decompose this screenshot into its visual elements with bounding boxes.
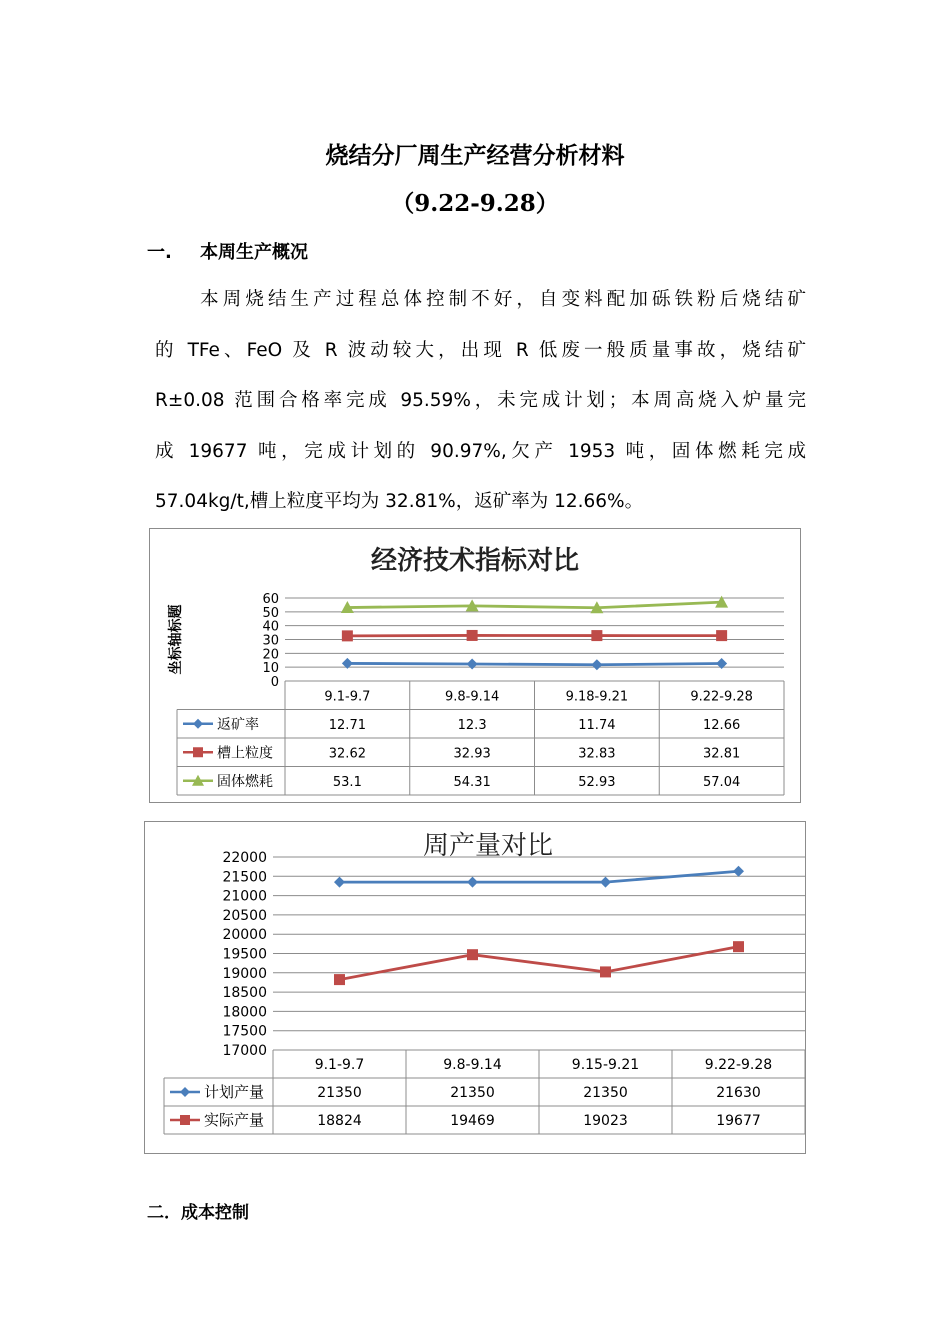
x-tick-label: 9.22-9.28: [704, 1057, 773, 1073]
data-point: [180, 1115, 190, 1125]
date-range: （9.22-9.28）: [391, 190, 559, 217]
y-tick-label: 50: [262, 605, 279, 621]
y-tick-label: 21500: [222, 869, 267, 886]
data-point: [334, 974, 345, 985]
data-point: [467, 949, 478, 960]
series-line: [347, 602, 721, 608]
data-point: [334, 877, 345, 888]
legend-label: 计划产量: [204, 1083, 265, 1101]
table-cell-value: 32.81: [703, 746, 741, 762]
table-cell-value: 21350: [583, 1085, 628, 1101]
y-tick-label: 20000: [222, 927, 267, 944]
y-tick-label: 10: [262, 661, 279, 677]
y-tick-label: 21000: [222, 888, 267, 905]
data-point: [733, 866, 744, 877]
data-point: [180, 1087, 190, 1097]
x-tick-label: 9.15-9.21: [571, 1057, 640, 1073]
document-title: 烧结分厂周生产经营分析材料: [325, 142, 625, 169]
data-point: [467, 630, 478, 641]
table-cell-value: 32.93: [453, 746, 491, 762]
y-tick-label: 40: [262, 619, 279, 635]
data-point: [193, 719, 203, 729]
table-cell-value: 32.83: [578, 746, 616, 762]
series-line: [340, 947, 739, 980]
y-tick-label: 20500: [222, 907, 267, 924]
y-tick-label: 18000: [222, 1004, 267, 1021]
x-tick-label: 9.1-9.7: [324, 689, 371, 705]
paragraph-line: 的 TFe、FeO 及 R 波动较大，出现 R 低废一般质量事故，烧结矿: [155, 339, 806, 361]
series-line: [347, 663, 721, 664]
y-tick-label: 19000: [222, 965, 267, 982]
y-tick-label: 22000: [222, 850, 267, 866]
data-point: [467, 658, 478, 669]
legend-label: 槽上粒度: [217, 745, 273, 762]
y-tick-label: 19500: [222, 946, 267, 963]
data-point: [733, 941, 744, 952]
data-point: [193, 747, 203, 757]
data-point: [591, 659, 602, 670]
table-cell-value: 12.66: [703, 717, 741, 733]
section-1-title: 本周生产概况: [200, 242, 308, 263]
x-tick-label: 9.8-9.14: [443, 1057, 502, 1073]
section-1-number: 一.: [147, 242, 172, 263]
table-cell-value: 54.31: [453, 774, 491, 790]
indicator-chart-svg: [150, 529, 800, 802]
data-point: [600, 966, 611, 977]
y-tick-label: 18500: [222, 985, 267, 1002]
data-point: [591, 630, 602, 641]
y-tick-label: 20: [262, 647, 279, 663]
data-point: [600, 877, 611, 888]
legend-label: 固体燃耗: [217, 773, 273, 790]
data-point: [716, 630, 727, 641]
paragraph-line: 57.04kg/t,槽上粒度平均为 32.81%，返矿率为 12.66%。: [155, 491, 644, 512]
table-cell-value: 19677: [716, 1113, 761, 1129]
table-cell-value: 12.71: [328, 717, 366, 733]
data-point: [467, 877, 478, 888]
y-tick-label: 30: [262, 633, 279, 649]
table-cell-value: 53.1: [332, 774, 362, 790]
x-tick-label: 9.8-9.14: [444, 689, 500, 705]
x-tick-label: 9.22-9.28: [690, 689, 753, 705]
output-chart-svg: [145, 822, 805, 1153]
indicator-chart: [149, 528, 801, 803]
y-tick-label: 17000: [222, 1043, 267, 1059]
table-cell-value: 12.3: [457, 717, 487, 733]
table-cell-value: 19469: [450, 1113, 495, 1129]
table-cell-value: 19023: [583, 1113, 628, 1129]
paragraph-line: R±0.08 范围合格率完成 95.59%，未完成计划；本周高烧入炉量完: [155, 390, 806, 411]
table-cell-value: 21350: [317, 1085, 362, 1101]
x-tick-label: 9.18-9.21: [565, 689, 629, 705]
table-cell-value: 11.74: [578, 717, 616, 733]
table-cell-value: 21630: [716, 1085, 761, 1101]
paragraph-line: 成 19677 吨，完成计划的 90.97%,欠产 1953 吨，固体燃耗完成: [155, 440, 806, 462]
legend-label: 实际产量: [204, 1111, 265, 1129]
chart-title: 周产量对比: [422, 831, 554, 861]
y-axis-title: 坐标轴标题: [168, 604, 184, 675]
y-tick-label: 0: [270, 675, 279, 690]
table-cell-value: 21350: [450, 1085, 495, 1101]
table-cell-value: 57.04: [703, 774, 741, 790]
table-cell-value: 18824: [317, 1113, 362, 1129]
table-cell-value: 32.62: [328, 746, 366, 762]
paragraph-line: 本周烧结生产过程总体控制不好，自变料配加砾铁粉后烧结矿: [155, 289, 806, 310]
chart-title: 经济技术指标对比: [370, 546, 580, 576]
y-tick-label: 17500: [222, 1023, 267, 1040]
data-point: [342, 630, 353, 641]
output-chart: [144, 821, 806, 1154]
table-cell-value: 52.93: [578, 774, 616, 790]
y-tick-label: 60: [262, 592, 279, 607]
x-tick-label: 9.1-9.7: [314, 1057, 365, 1073]
section-2-title: 二．成本控制: [147, 1203, 249, 1223]
legend-label: 返矿率: [217, 716, 259, 733]
summary-paragraph: [155, 275, 806, 528]
